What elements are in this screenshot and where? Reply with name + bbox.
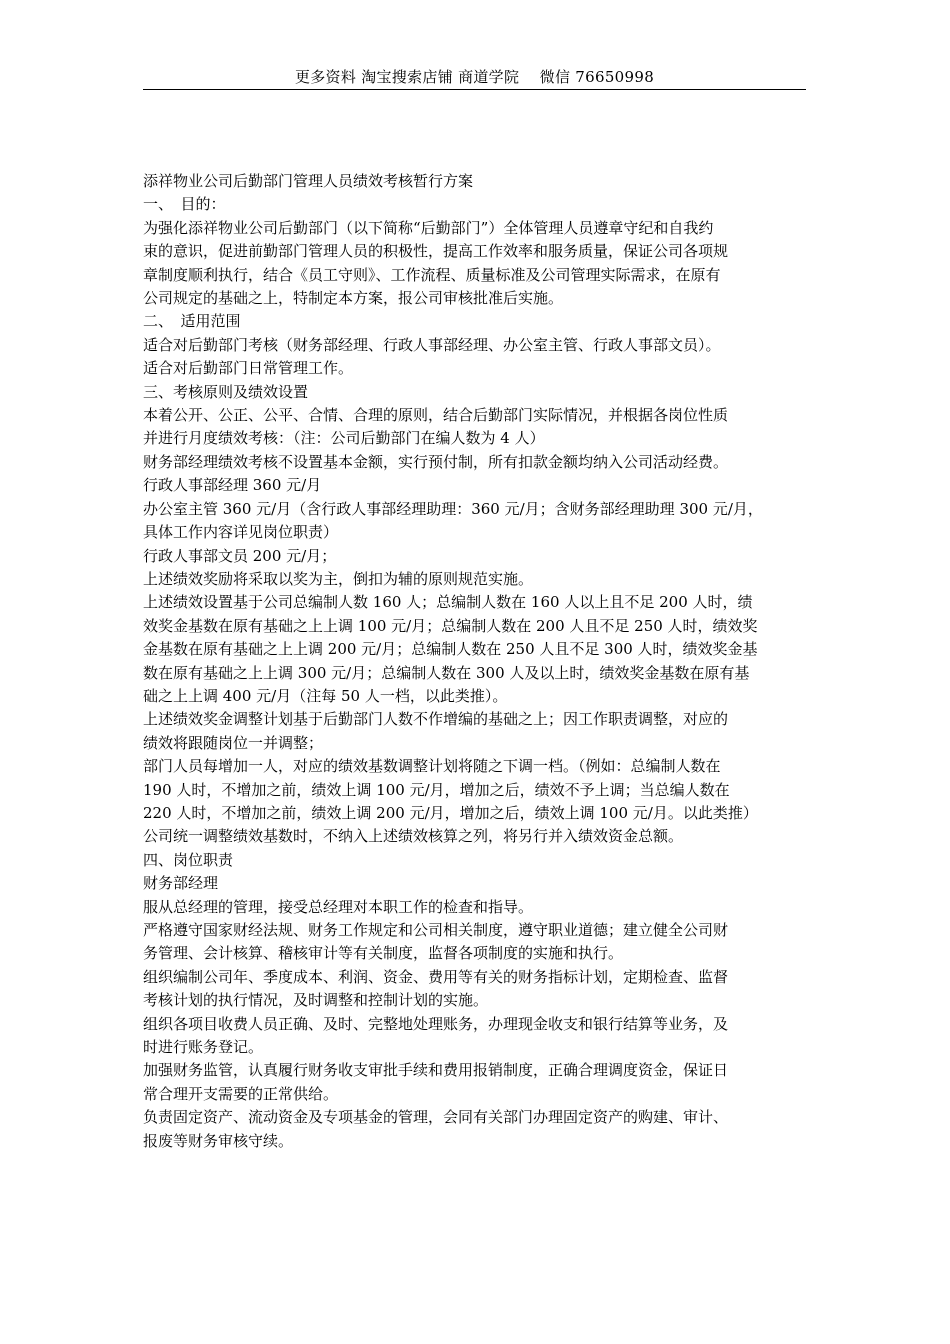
text-line: 章制度顺利执行，结合《员工守则》、工作流程、质量标准及公司管理实际需求，在原有 <box>143 265 721 284</box>
section-heading-duties: 四、岗位职责 <box>143 850 234 869</box>
text-line: 报废等财务审核守续。 <box>143 1131 294 1150</box>
document-body <box>143 170 815 1153</box>
text-line: 严格遵守国家财经法规、财务工作规定和公司相关制度，遵守职业道德；建立健全公司财 <box>143 921 729 939</box>
text-line: 服从总经理的管理，接受总经理对本职工作的检查和指导。 <box>143 897 534 916</box>
document-title: 添祥物业公司后勤部门管理人员绩效考核暂行方案 <box>143 172 474 190</box>
text-line: 础之上上调 400 元/月（注每 50 人一档，以此类推）。 <box>143 686 508 705</box>
text-line: 束的意识，促进前勤部门管理人员的积极性，提高工作效率和服务质量，保证公司各项规 <box>143 242 729 261</box>
text-line: 为强化添祥物业公司后勤部门（以下简称“后勤部门”）全体管理人员遵章守纪和自我约 <box>143 218 714 237</box>
header-divider <box>143 89 806 90</box>
text-line: 务管理、会计核算、稽核审计等有关制度，监督各项制度的实施和执行。 <box>143 944 624 963</box>
text-line: 财务部经理绩效考核不设置基本金额，实行预付制，所有扣款金额均纳入公司活动经费。 <box>143 452 729 471</box>
text-line: 数在原有基础之上上调 300 元/月；总编制人数在 300 人及以上时，绩效奖金基数在原有基 <box>143 663 750 682</box>
subheading-finance-manager: 财务部经理 <box>143 874 219 893</box>
text-line: 本着公开、公正、公平、合情、合理的原则，结合后勤部门实际情况，并根据各岗位性质 <box>143 406 729 425</box>
text-line: 适合对后勤部门考核（财务部经理、行政人事部经理、办公室主管、行政人事部文员）。 <box>143 335 721 354</box>
text-line: 效奖金基数在原有基础之上上调 100 元/月；总编制人数在 200 人且不足 250 人时，绩效奖 <box>143 616 758 635</box>
section-heading-principles: 三、考核原则及绩效设置 <box>143 382 309 401</box>
text-line: 上述绩效设置基于公司总编制人数 160 人；总编制人数在 160 人以上且不足 200 人时，绩 <box>143 593 753 612</box>
section-heading-purpose: 一、 目的： <box>143 195 226 214</box>
text-line: 上述绩效奖励将采取以奖为主，倒扣为辅的原则规范实施。 <box>143 569 534 588</box>
text-line: 组织编制公司年、季度成本、利润、资金、费用等有关的财务指标计划，定期检查、监督 <box>143 967 729 986</box>
text-line: 190 人时，不增加之前，绩效上调 100 元/月，增加之后，绩效不予上调；当总编人数在 <box>143 780 730 799</box>
section-heading-scope: 二、 适用范围 <box>143 312 241 331</box>
text-line: 行政人事部文员 200 元/月； <box>143 546 337 565</box>
text-line: 绩效将跟随岗位一并调整； <box>143 733 324 752</box>
text-line: 时进行账务登记。 <box>143 1038 264 1057</box>
text-line: 并进行月度绩效考核：（注：公司后勤部门在编人数为 4 人） <box>143 429 545 448</box>
text-line: 考核计划的执行情况，及时调整和控制计划的实施。 <box>143 991 489 1010</box>
text-line: 公司规定的基础之上，特制定本方案，报公司审核批准后实施。 <box>143 289 564 308</box>
text-line: 办公室主管 360 元/月（含行政人事部经理助理：360 元/月；含财务部经理助理 300 元/月， <box>143 499 763 518</box>
text-line: 金基数在原有基础之上上调 200 元/月；总编制人数在 250 人且不足 300 人时，绩效奖金基 <box>143 640 758 659</box>
text-line: 部门人员每增加一人，对应的绩效基数调整计划将随之下调一档。（例如：总编制人数在 <box>143 757 721 776</box>
text-line: 公司统一调整绩效基数时，不纳入上述绩效核算之列，将另行并入绩效资金总额。 <box>143 827 684 846</box>
text-line: 适合对后勤部门日常管理工作。 <box>143 359 354 378</box>
page-header: 更多资料 淘宝搜索店铺 商道学院 微信 76650998 <box>294 68 655 86</box>
text-line: 上述绩效奖金调整计划基于后勤部门人数不作增编的基础之上；因工作职责调整，对应的 <box>143 710 729 729</box>
text-line: 220 人时，不增加之前，绩效上调 200 元/月，增加之后，绩效上调 100 元/月。以此类推） <box>143 803 758 822</box>
text-line: 行政人事部经理 360 元/月 <box>143 476 322 495</box>
text-line: 常合理开支需要的正常供给。 <box>143 1084 339 1103</box>
text-line: 加强财务监管，认真履行财务收支审批手续和费用报销制度，正确合理调度资金，保证日 <box>143 1061 729 1080</box>
text-line: 负责固定资产、流动资金及专项基金的管理，会同有关部门办理固定资产的购建、审计、 <box>143 1108 729 1127</box>
text-line: 组织各项目收费人员正确、及时、完整地处理账务，办理现金收支和银行结算等业务，及 <box>143 1014 729 1033</box>
text-line: 具体工作内容详见岗位职责） <box>143 523 339 542</box>
